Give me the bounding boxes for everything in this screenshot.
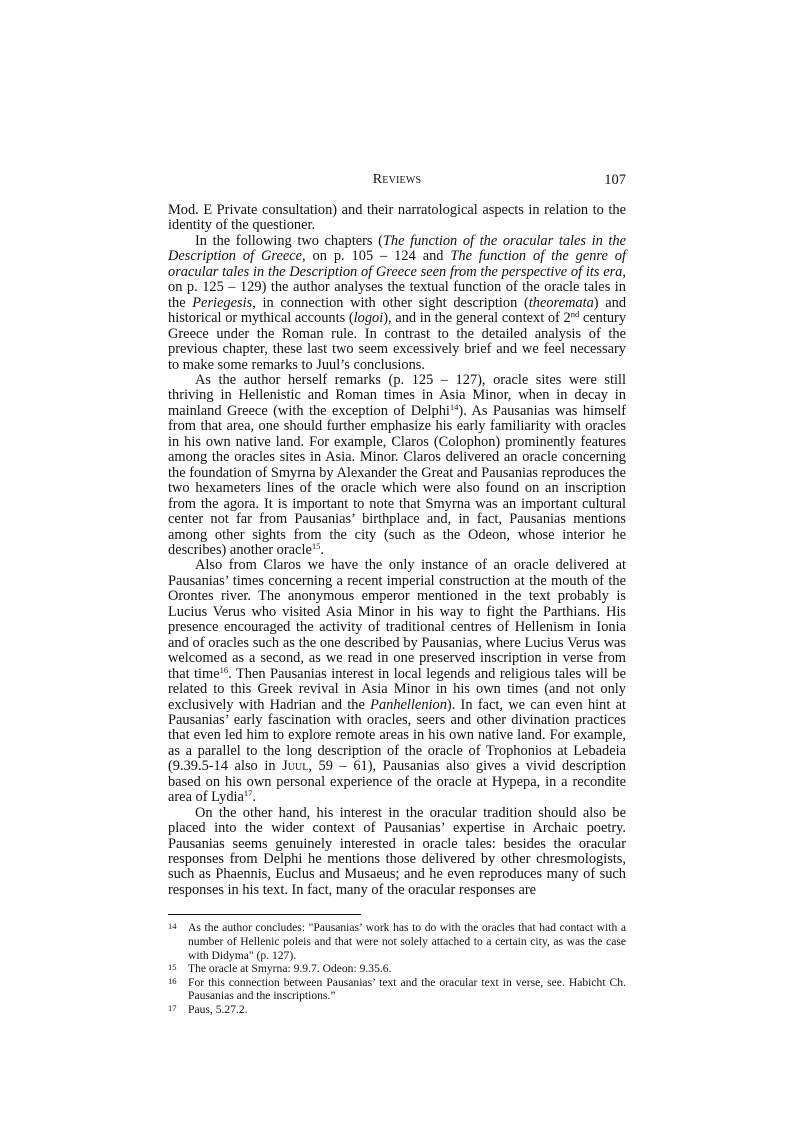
italic-text: theoremata xyxy=(528,294,594,311)
footnote-text: The oracle at Smyrna: 9.9.7. Odeon: 9.35.6. xyxy=(188,962,392,976)
text-run: In the following two chapters ( xyxy=(195,232,383,249)
footnote-reference: 17 xyxy=(243,788,253,799)
text-run: As the author herself remarks (p. 125 – 127), oracle sites were still thriving in Hellenistic and Roman times in Asia Minor, when in decay in mainland Greece (with the exception of Delphi xyxy=(168,371,626,419)
paragraph xyxy=(168,558,626,805)
text-run: . xyxy=(252,789,257,806)
text-run: ) and historical or mythical accounts ( xyxy=(168,294,627,327)
italic-text: Panhellenion xyxy=(370,696,447,713)
paragraph xyxy=(168,203,626,234)
text-run: On the other hand, his interest in the oracular tradition should also be placed into the wider context of Pausanias’ expertise in Archaic poetry. Pausanias seems genuinely interested in oracle tales: besides the oracular responses from Delphi he mentions those delivered by other chresmologists, such as Phaennis, Euclus and Musaeus; and he even reproduces many of such responses in his text. In fact, many of the oracular responses are xyxy=(168,804,626,898)
text-run: ), and in the general context of 2 xyxy=(383,310,571,327)
text-run: ). In fact, we can even hint at Pausanias’ early fascination with oracles, seers and other divination practices that even led him to explore remote areas in his own native land. For example, as a parallel to the long description of the oracle of Trophonios at Lebadeia (9.39.5-14 also in xyxy=(168,696,626,775)
footnote xyxy=(168,962,626,976)
text-run: Juul xyxy=(282,758,309,775)
footnote xyxy=(168,1003,626,1017)
footnote-separator xyxy=(168,914,361,915)
footnote-number: 15 xyxy=(168,962,177,973)
footnote-reference: nd xyxy=(570,309,580,320)
paragraph xyxy=(168,373,626,558)
running-title: Reviews xyxy=(372,172,422,187)
paragraph xyxy=(168,806,626,899)
text-run: . xyxy=(320,541,324,558)
italic-text: logoi xyxy=(353,310,384,327)
page-number: 107 xyxy=(604,172,626,188)
footnote xyxy=(168,976,626,1003)
footnote-number: 17 xyxy=(168,1002,177,1013)
text-run: . Then Pausanias interest in local legends and religious tales will be related to this Greek revival in Asia Minor in his own times (and not only exclusively with Hadrian and the xyxy=(168,665,626,713)
footnote-reference: 14 xyxy=(449,401,459,412)
text-run: , 59 – 61), Pausanias also gives a vivid description based on his own personal experience of the oracle at Hypepa, in a recondite area of Lydia xyxy=(168,758,626,806)
text-run: ). As Pausanias was himself from that area, one should further emphasize his early familiarity with oracles in his own native land. For example, Claros (Colophon) prominently features among the oracles sites in Asia. Minor. Claros delivered an oracle concerning the foundation of Smyrna by Alexander the Great and Pausanias reproduces the two hexameters lines of the oracle which were also found on an inscription from the agora. It is important to note that Smyrna was an important cultural center not far from Pausanias’ birthplace and, in fact, Pausanias mentions among other sights from the city (such as the Odeon, whose interior he describes) another oracle xyxy=(168,402,627,558)
paragraph xyxy=(168,234,626,373)
page xyxy=(168,0,626,1057)
footnote xyxy=(168,921,626,962)
text-run: , on p. 125 – 129) the author analyses the textual function of the oracle tales in the xyxy=(168,263,626,311)
footnote-reference: 15 xyxy=(311,540,321,551)
footnote-text: As the author concludes: "Pausanias’ work has to do with the oracles that had contact with a number of Hellenic poleis and that were not solely attached to a certain city, as was the case with Didyma" (p. 127). xyxy=(188,921,626,962)
body-text xyxy=(168,203,626,898)
footnote-text: Paus, 5.27.2. xyxy=(188,1002,248,1016)
footnote-text: For this connection between Pausanias’ text and the oracular text in verse, see. Habicht Ch. Pausanias and the inscriptions.” xyxy=(188,975,626,1003)
text-run: century Greece under the Roman rule. In contrast to the detailed analysis of the previous chapter, these last two seem excessively brief and we feel necessary to make some remarks to Juul’s conclusions. xyxy=(168,310,627,373)
footnote-number: 14 xyxy=(168,921,177,932)
text-run: , in connection with other sight description ( xyxy=(252,294,529,311)
text-run: Mod. E Private consultation) and their narratological aspects in relation to the identity of the questioner. xyxy=(168,202,626,234)
italic-text: Periegesis xyxy=(192,294,253,311)
footnotes xyxy=(168,921,626,1016)
footnote-reference: 16 xyxy=(219,664,229,675)
text-run: Also from Claros we have the only instance of an oracle delivered at Pausanias’ times concerning a recent imperial construction at the mouth of the Orontes river. The anonymous emperor mentioned in the text probably is Lucius Verus who visited Asia Minor in his way to fight the Parthians. His presence encouraged the activity of traditional centres of Hellenism in Ionia and of oracles such as the one described by Pausanias, where Lucius Verus was welcomed as a second, as we read in one preserved inscription in verse from that time xyxy=(168,557,626,682)
text-run: , on p. 105 – 124 and xyxy=(302,248,451,265)
footnote-number: 16 xyxy=(168,975,177,986)
italic-text: The function of the oracular tales in the Description of Greece xyxy=(168,232,626,265)
italic-text: The function of the genre of oracular tales in the Description of Greece seen from the perspective of its era xyxy=(168,248,626,280)
running-header xyxy=(168,172,626,188)
